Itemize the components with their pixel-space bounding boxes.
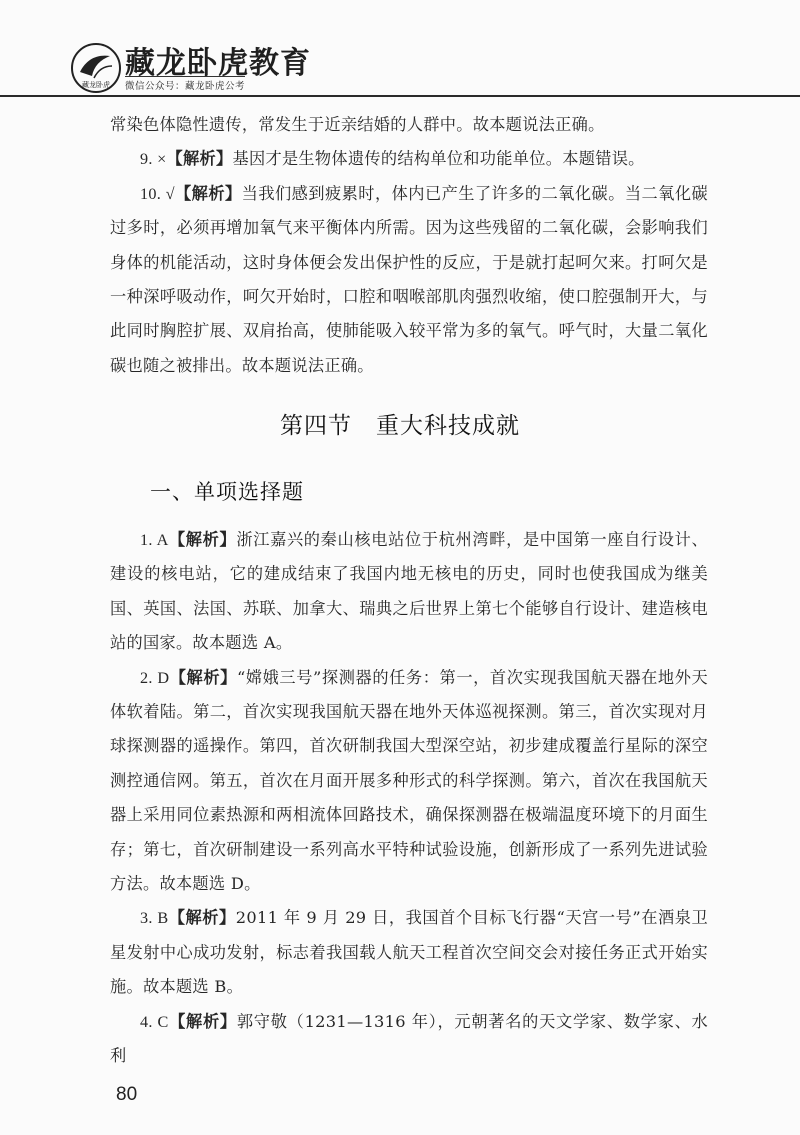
section-title: 第四节 重大科技成就 (280, 413, 520, 439)
answer-number: 4. C (140, 1012, 169, 1031)
subsection-title: 一、单项选择题 (150, 480, 304, 504)
answer-9 (110, 142, 708, 176)
tiger-logo-icon (70, 42, 122, 94)
answer-3 (110, 901, 708, 1004)
answer-number: 9. × (140, 150, 167, 169)
answer-1 (110, 523, 708, 661)
header-divider (0, 95, 800, 97)
paragraph-text: 常染色体隐性遗传，常发生于近亲结婚的人群中。故本题说法正确。 (110, 115, 605, 134)
paragraph-continued (110, 108, 708, 142)
answer-number: 3. B (140, 909, 169, 928)
answer-10 (110, 177, 708, 383)
answer-text: 当我们感到疲累时，体内已产生了许多的二氧化碳。当二氧化碳过多时，必须再增加氧气来平衡体内所需。因为这些残留的二氧化碳，会影响我们身体的机能活动，这时身体便会发出保护性的反应，于是就打起呵欠来。打呵欠是一种深呼吸动作，呵欠开始时，口腔和咽喉部肌肉强烈收缩，使口腔强制开大，与此同时胸腔扩展、双肩抬高，使肺能吸入较平常为多的氧气。呼气时，大量二氧化碳也随之被排出。故本题说法正确。 (110, 183, 708, 375)
brand-title: 藏龙卧虎教育 (125, 46, 311, 81)
page-number: 80 (116, 1084, 138, 1105)
brand-subtitle: 微信公众号：藏龙卧虎公考 (125, 76, 245, 92)
analysis-tag: 【解析】 (169, 667, 237, 687)
analysis-tag: 【解析】 (168, 908, 236, 928)
analysis-tag: 【解析】 (174, 183, 242, 203)
answer-text: 基因才是生物体遗传的结构单位和功能单位。本题错误。 (232, 149, 645, 169)
analysis-tag: 【解析】 (168, 1011, 237, 1031)
answer-4 (110, 1005, 708, 1074)
analysis-tag: 【解析】 (168, 530, 237, 549)
logo-text: 藏龙卧虎 (82, 81, 110, 89)
answers-main (110, 523, 708, 1074)
answer-number: 1. A (140, 531, 169, 549)
answers-top (110, 108, 708, 383)
answer-number: 10. √ (140, 184, 175, 203)
page-header (0, 0, 800, 96)
analysis-tag: 【解析】 (166, 149, 233, 169)
answer-text: 浙江嘉兴的秦山核电站位于杭州湾畔，是中国第一座自行设计、建设的核电站，它的建成结束了我国内地无核电的历史，同时也使我国成为继美国、英国、法国、苏联、加拿大、瑞典之后世界上第七个能够自行设计、建造核电站的国家。故本题选 A。 (110, 530, 709, 653)
answer-2 (110, 661, 708, 902)
answer-number: 2. D (140, 668, 170, 687)
answer-text: “嫦娥三号”探测器的任务：第一，首次实现我国航天器在地外天体软着陆。第二，首次实现我国航天器在地外天体巡视探测。第三，首次实现对月球探测器的遥操作。第四，首次研制我国大型深空站，初步建成覆盖行星际的深空测控通信网。第五，首次在月面开展多种形式的科学探测。第六，首次在我国航天器上采用同位素热源和两相流体回路技术，确保探测器在极端温度环境下的月面生存；第七，首次研制建设一系列高水平特种试验设施，创新形成了一系列先进试验方法。故本题选 D。 (110, 667, 709, 894)
answer-text: 郭守敬（1231—1316 年），元朝著名的天文学家、数学家、水利 (110, 1011, 708, 1066)
answer-text: 2011 年 9 月 29 日，我国首个目标飞行器“天宫一号”在酒泉卫星发射中心成功发射，标志着我国载人航天工程首次空间交会对接任务正式开始实施。故本题选 B。 (110, 908, 709, 997)
